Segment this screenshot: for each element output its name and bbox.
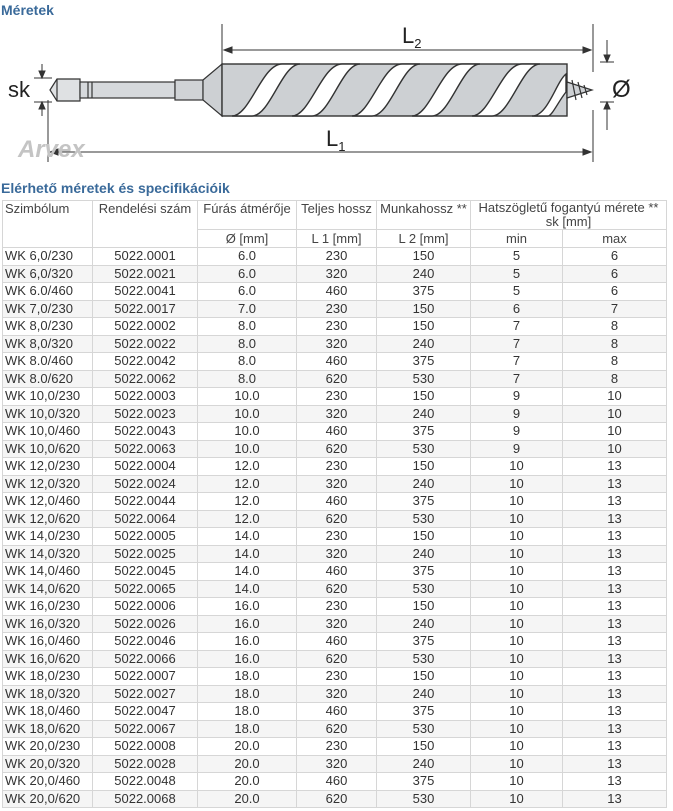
cell-order-no: 5022.0042	[93, 353, 198, 371]
cell-order-no: 5022.0008	[93, 738, 198, 756]
cell-hex-min: 7	[471, 353, 563, 371]
cell-order-no: 5022.0002	[93, 318, 198, 336]
table-row	[3, 405, 667, 423]
col-header-unit-dia: Ø [mm]	[198, 230, 297, 248]
col-header-max: max	[563, 230, 667, 248]
cell-total-len: 460	[297, 633, 377, 651]
label-diameter: Ø	[612, 76, 631, 103]
table-row	[3, 563, 667, 581]
cell-drill-dia: 8.0	[198, 318, 297, 336]
cell-drill-dia: 10.0	[198, 405, 297, 423]
cell-total-len: 460	[297, 353, 377, 371]
col-header-hex: Hatszögletű fogantyú mérete ** sk [mm]	[471, 201, 667, 230]
cell-hex-min: 10	[471, 703, 563, 721]
table-row	[3, 370, 667, 388]
cell-total-len: 230	[297, 388, 377, 406]
cell-symbol: WK 20,0/620	[3, 790, 93, 808]
cell-total-len: 320	[297, 265, 377, 283]
cell-order-no: 5022.0004	[93, 458, 198, 476]
cell-total-len: 620	[297, 580, 377, 598]
cell-hex-max: 13	[563, 580, 667, 598]
cell-total-len: 320	[297, 685, 377, 703]
cell-drill-dia: 10.0	[198, 440, 297, 458]
table-row	[3, 475, 667, 493]
cell-drill-dia: 10.0	[198, 423, 297, 441]
cell-hex-min: 10	[471, 790, 563, 808]
table-row	[3, 283, 667, 301]
cell-order-no: 5022.0027	[93, 685, 198, 703]
cell-symbol: WK 10,0/230	[3, 388, 93, 406]
cell-hex-min: 10	[471, 650, 563, 668]
cell-order-no: 5022.0021	[93, 265, 198, 283]
cell-drill-dia: 20.0	[198, 773, 297, 791]
cell-total-len: 620	[297, 790, 377, 808]
cell-hex-min: 10	[471, 720, 563, 738]
cell-symbol: WK 16,0/620	[3, 650, 93, 668]
table-row	[3, 755, 667, 773]
col-header-min: min	[471, 230, 563, 248]
cell-order-no: 5022.0017	[93, 300, 198, 318]
cell-hex-max: 6	[563, 283, 667, 301]
cell-total-len: 620	[297, 650, 377, 668]
cell-order-no: 5022.0062	[93, 370, 198, 388]
cell-total-len: 460	[297, 563, 377, 581]
cell-hex-max: 7	[563, 300, 667, 318]
cell-symbol: WK 12,0/460	[3, 493, 93, 511]
table-row	[3, 545, 667, 563]
cell-work-len: 240	[377, 475, 471, 493]
cell-drill-dia: 18.0	[198, 703, 297, 721]
cell-symbol: WK 6.0/460	[3, 283, 93, 301]
table-row	[3, 300, 667, 318]
cell-order-no: 5022.0065	[93, 580, 198, 598]
cell-drill-dia: 18.0	[198, 720, 297, 738]
cell-hex-max: 13	[563, 598, 667, 616]
label-sk: sk	[8, 77, 30, 102]
cell-hex-max: 13	[563, 738, 667, 756]
cell-hex-min: 10	[471, 685, 563, 703]
cell-order-no: 5022.0024	[93, 475, 198, 493]
cell-hex-max: 10	[563, 388, 667, 406]
cell-total-len: 620	[297, 370, 377, 388]
drill-dimension-diagram	[0, 22, 673, 172]
cell-drill-dia: 14.0	[198, 563, 297, 581]
cell-hex-min: 10	[471, 545, 563, 563]
cell-work-len: 150	[377, 668, 471, 686]
cell-drill-dia: 14.0	[198, 528, 297, 546]
cell-total-len: 460	[297, 283, 377, 301]
table-row	[3, 493, 667, 511]
cell-symbol: WK 20,0/320	[3, 755, 93, 773]
table-row	[3, 720, 667, 738]
cell-work-len: 375	[377, 563, 471, 581]
cell-work-len: 530	[377, 720, 471, 738]
cell-hex-max: 13	[563, 668, 667, 686]
cell-symbol: WK 10,0/320	[3, 405, 93, 423]
cell-hex-min: 9	[471, 388, 563, 406]
cell-work-len: 240	[377, 545, 471, 563]
cell-order-no: 5022.0005	[93, 528, 198, 546]
cell-total-len: 460	[297, 423, 377, 441]
cell-order-no: 5022.0026	[93, 615, 198, 633]
table-row	[3, 528, 667, 546]
cell-hex-max: 13	[563, 475, 667, 493]
cell-work-len: 150	[377, 458, 471, 476]
table-row	[3, 685, 667, 703]
cell-total-len: 230	[297, 528, 377, 546]
cell-work-len: 240	[377, 615, 471, 633]
cell-symbol: WK 16,0/230	[3, 598, 93, 616]
cell-total-len: 230	[297, 318, 377, 336]
cell-hex-min: 10	[471, 493, 563, 511]
cell-total-len: 460	[297, 773, 377, 791]
cell-symbol: WK 20,0/230	[3, 738, 93, 756]
cell-total-len: 460	[297, 493, 377, 511]
table-row	[3, 440, 667, 458]
cell-work-len: 240	[377, 265, 471, 283]
cell-symbol: WK 8,0/230	[3, 318, 93, 336]
cell-total-len: 320	[297, 335, 377, 353]
cell-hex-min: 5	[471, 265, 563, 283]
cell-hex-min: 10	[471, 580, 563, 598]
spec-table-body	[3, 248, 667, 808]
cell-drill-dia: 6.0	[198, 248, 297, 266]
cell-hex-max: 8	[563, 353, 667, 371]
cell-hex-min: 10	[471, 528, 563, 546]
table-row	[3, 335, 667, 353]
col-header-drill-dia: Fúrás átmérője	[198, 201, 297, 230]
cell-order-no: 5022.0044	[93, 493, 198, 511]
table-row	[3, 703, 667, 721]
cell-order-no: 5022.0023	[93, 405, 198, 423]
table-row	[3, 423, 667, 441]
cell-work-len: 375	[377, 493, 471, 511]
cell-order-no: 5022.0066	[93, 650, 198, 668]
cell-drill-dia: 16.0	[198, 650, 297, 668]
cell-hex-max: 13	[563, 755, 667, 773]
cell-order-no: 5022.0025	[93, 545, 198, 563]
cell-hex-max: 13	[563, 685, 667, 703]
cell-work-len: 375	[377, 423, 471, 441]
cell-total-len: 230	[297, 300, 377, 318]
cell-hex-max: 6	[563, 248, 667, 266]
cell-drill-dia: 8.0	[198, 353, 297, 371]
table-row	[3, 388, 667, 406]
table-row	[3, 790, 667, 808]
cell-symbol: WK 12,0/230	[3, 458, 93, 476]
cell-symbol: WK 18,0/230	[3, 668, 93, 686]
cell-work-len: 530	[377, 440, 471, 458]
cell-hex-max: 10	[563, 423, 667, 441]
cell-hex-max: 13	[563, 720, 667, 738]
cell-total-len: 320	[297, 615, 377, 633]
cell-drill-dia: 20.0	[198, 738, 297, 756]
cell-order-no: 5022.0068	[93, 790, 198, 808]
cell-work-len: 150	[377, 248, 471, 266]
table-row	[3, 318, 667, 336]
cell-hex-max: 10	[563, 405, 667, 423]
table-row	[3, 458, 667, 476]
cell-symbol: WK 10,0/620	[3, 440, 93, 458]
cell-symbol: WK 18,0/460	[3, 703, 93, 721]
cell-drill-dia: 8.0	[198, 370, 297, 388]
cell-hex-min: 9	[471, 405, 563, 423]
table-row	[3, 633, 667, 651]
cell-symbol: WK 16,0/320	[3, 615, 93, 633]
cell-work-len: 530	[377, 510, 471, 528]
cell-drill-dia: 12.0	[198, 458, 297, 476]
cell-hex-max: 13	[563, 703, 667, 721]
cell-total-len: 320	[297, 545, 377, 563]
cell-drill-dia: 18.0	[198, 685, 297, 703]
cell-drill-dia: 14.0	[198, 545, 297, 563]
cell-symbol: WK 18,0/620	[3, 720, 93, 738]
cell-total-len: 320	[297, 405, 377, 423]
cell-drill-dia: 20.0	[198, 755, 297, 773]
cell-hex-min: 7	[471, 370, 563, 388]
cell-symbol: WK 12,0/620	[3, 510, 93, 528]
cell-drill-dia: 8.0	[198, 335, 297, 353]
cell-total-len: 620	[297, 440, 377, 458]
cell-hex-max: 13	[563, 633, 667, 651]
cell-order-no: 5022.0067	[93, 720, 198, 738]
section-heading-specs: Elérhető méretek és specifikációik	[1, 180, 230, 196]
cell-symbol: WK 10,0/460	[3, 423, 93, 441]
cell-hex-max: 13	[563, 615, 667, 633]
cell-order-no: 5022.0001	[93, 248, 198, 266]
cell-hex-max: 13	[563, 773, 667, 791]
cell-hex-max: 13	[563, 790, 667, 808]
cell-drill-dia: 6.0	[198, 283, 297, 301]
cell-hex-max: 13	[563, 528, 667, 546]
label-l1: $L_1$	[326, 126, 346, 154]
cell-symbol: WK 14,0/320	[3, 545, 93, 563]
cell-hex-min: 10	[471, 755, 563, 773]
table-row	[3, 265, 667, 283]
cell-work-len: 240	[377, 405, 471, 423]
cell-hex-min: 5	[471, 248, 563, 266]
cell-work-len: 240	[377, 335, 471, 353]
cell-total-len: 620	[297, 720, 377, 738]
cell-total-len: 460	[297, 703, 377, 721]
cell-drill-dia: 16.0	[198, 615, 297, 633]
table-row	[3, 598, 667, 616]
cell-hex-min: 10	[471, 773, 563, 791]
cell-hex-min: 7	[471, 318, 563, 336]
cell-hex-max: 8	[563, 335, 667, 353]
cell-work-len: 150	[377, 318, 471, 336]
cell-work-len: 150	[377, 300, 471, 318]
cell-order-no: 5022.0045	[93, 563, 198, 581]
cell-hex-min: 10	[471, 510, 563, 528]
cell-symbol: WK 20,0/460	[3, 773, 93, 791]
cell-drill-dia: 10.0	[198, 388, 297, 406]
table-row	[3, 738, 667, 756]
cell-total-len: 230	[297, 458, 377, 476]
cell-order-no: 5022.0064	[93, 510, 198, 528]
cell-total-len: 320	[297, 475, 377, 493]
cell-order-no: 5022.0006	[93, 598, 198, 616]
cell-drill-dia: 7.0	[198, 300, 297, 318]
cell-order-no: 5022.0048	[93, 773, 198, 791]
label-l2: $L_2$	[402, 23, 422, 51]
cell-total-len: 230	[297, 598, 377, 616]
cell-work-len: 240	[377, 685, 471, 703]
cell-total-len: 320	[297, 755, 377, 773]
cell-order-no: 5022.0063	[93, 440, 198, 458]
cell-work-len: 375	[377, 283, 471, 301]
cell-hex-max: 13	[563, 458, 667, 476]
cell-hex-max: 10	[563, 440, 667, 458]
cell-work-len: 240	[377, 755, 471, 773]
cell-hex-min: 10	[471, 738, 563, 756]
section-heading-dimensions: Méretek	[1, 2, 54, 18]
cell-order-no: 5022.0041	[93, 283, 198, 301]
cell-hex-max: 8	[563, 370, 667, 388]
col-header-unit-l1: L 1 [mm]	[297, 230, 377, 248]
cell-total-len: 620	[297, 510, 377, 528]
cell-hex-max: 6	[563, 265, 667, 283]
col-header-work-len: Munkahossz **	[377, 201, 471, 230]
cell-hex-min: 6	[471, 300, 563, 318]
cell-symbol: WK 6,0/230	[3, 248, 93, 266]
cell-order-no: 5022.0007	[93, 668, 198, 686]
cell-symbol: WK 18,0/320	[3, 685, 93, 703]
cell-drill-dia: 12.0	[198, 475, 297, 493]
cell-drill-dia: 6.0	[198, 265, 297, 283]
table-row	[3, 615, 667, 633]
cell-work-len: 375	[377, 773, 471, 791]
table-row	[3, 248, 667, 266]
cell-drill-dia: 20.0	[198, 790, 297, 808]
col-header-total-len: Teljes hossz	[297, 201, 377, 230]
cell-work-len: 150	[377, 528, 471, 546]
cell-hex-max: 13	[563, 650, 667, 668]
table-row	[3, 510, 667, 528]
cell-drill-dia: 16.0	[198, 598, 297, 616]
cell-drill-dia: 12.0	[198, 510, 297, 528]
spec-table	[2, 200, 667, 808]
cell-hex-max: 13	[563, 493, 667, 511]
cell-hex-min: 10	[471, 475, 563, 493]
cell-order-no: 5022.0047	[93, 703, 198, 721]
arvex-logo: Arvex	[18, 136, 85, 163]
cell-work-len: 150	[377, 738, 471, 756]
table-row	[3, 650, 667, 668]
cell-drill-dia: 12.0	[198, 493, 297, 511]
cell-symbol: WK 8.0/460	[3, 353, 93, 371]
cell-hex-min: 7	[471, 335, 563, 353]
cell-symbol: WK 14,0/620	[3, 580, 93, 598]
cell-total-len: 230	[297, 668, 377, 686]
cell-work-len: 375	[377, 353, 471, 371]
cell-hex-min: 10	[471, 598, 563, 616]
cell-order-no: 5022.0003	[93, 388, 198, 406]
cell-hex-min: 10	[471, 668, 563, 686]
cell-hex-min: 10	[471, 615, 563, 633]
cell-symbol: WK 6,0/320	[3, 265, 93, 283]
table-row	[3, 580, 667, 598]
cell-order-no: 5022.0046	[93, 633, 198, 651]
cell-work-len: 530	[377, 370, 471, 388]
cell-symbol: WK 8,0/320	[3, 335, 93, 353]
cell-total-len: 230	[297, 738, 377, 756]
cell-symbol: WK 7,0/230	[3, 300, 93, 318]
cell-total-len: 230	[297, 248, 377, 266]
cell-hex-min: 10	[471, 458, 563, 476]
cell-work-len: 375	[377, 703, 471, 721]
cell-work-len: 530	[377, 650, 471, 668]
cell-drill-dia: 18.0	[198, 668, 297, 686]
table-row	[3, 353, 667, 371]
cell-drill-dia: 14.0	[198, 580, 297, 598]
table-row	[3, 773, 667, 791]
col-header-symbol: Szimbólum	[3, 201, 93, 248]
col-header-unit-l2: L 2 [mm]	[377, 230, 471, 248]
table-row	[3, 668, 667, 686]
cell-order-no: 5022.0043	[93, 423, 198, 441]
cell-hex-max: 8	[563, 318, 667, 336]
cell-work-len: 375	[377, 633, 471, 651]
cell-symbol: WK 16,0/460	[3, 633, 93, 651]
cell-symbol: WK 8.0/620	[3, 370, 93, 388]
cell-hex-min: 5	[471, 283, 563, 301]
cell-work-len: 530	[377, 580, 471, 598]
cell-hex-max: 13	[563, 510, 667, 528]
cell-hex-min: 9	[471, 423, 563, 441]
cell-work-len: 530	[377, 790, 471, 808]
cell-hex-min: 10	[471, 633, 563, 651]
cell-hex-max: 13	[563, 545, 667, 563]
cell-order-no: 5022.0028	[93, 755, 198, 773]
cell-order-no: 5022.0022	[93, 335, 198, 353]
cell-symbol: WK 14,0/230	[3, 528, 93, 546]
cell-symbol: WK 12,0/320	[3, 475, 93, 493]
col-header-order-no: Rendelési szám	[93, 201, 198, 248]
cell-hex-max: 13	[563, 563, 667, 581]
cell-hex-min: 9	[471, 440, 563, 458]
cell-hex-min: 10	[471, 563, 563, 581]
cell-work-len: 150	[377, 388, 471, 406]
cell-symbol: WK 14,0/460	[3, 563, 93, 581]
cell-work-len: 150	[377, 598, 471, 616]
cell-drill-dia: 16.0	[198, 633, 297, 651]
